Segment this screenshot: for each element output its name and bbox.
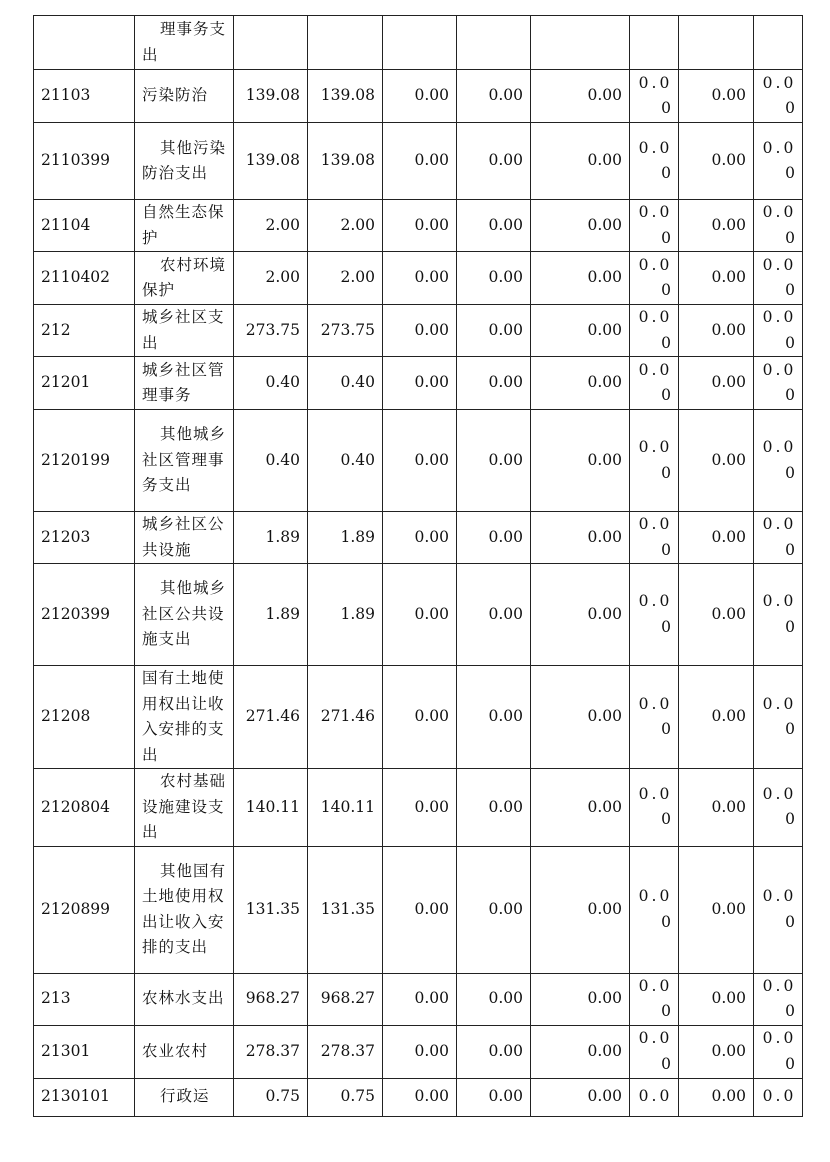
amount-cell: 0.00 (383, 769, 457, 847)
amount-cell: 0.00 (679, 410, 754, 512)
subject-name-cell: 城乡社区管理事务 (135, 357, 234, 410)
amount-cell: 0.00 (679, 305, 754, 357)
amount-cell: 2.00 (234, 252, 308, 305)
amount-cell: 1.89 (308, 512, 383, 564)
subject-code-cell: 2120899 (34, 846, 135, 973)
amount-cell: 0.00 (383, 410, 457, 512)
subject-name-cell: 农业农村 (135, 1025, 234, 1078)
amount-cell: 0.75 (234, 1078, 308, 1116)
table-row (34, 973, 803, 1025)
subject-name-cell: 农村基础设施建设支出 (135, 769, 234, 847)
amount-cell (383, 16, 457, 70)
amount-cell: 139.08 (234, 123, 308, 200)
amount-cell: 271.46 (234, 666, 308, 769)
amount-cell: 0.00 (531, 1078, 630, 1116)
amount-cell: 0.00 (383, 252, 457, 305)
amount-cell: 1.89 (234, 564, 308, 666)
amount-cell: 140.11 (308, 769, 383, 847)
subject-name-cell: 其他城乡社区公共设施支出 (135, 564, 234, 666)
amount-cell: 0.00 (531, 846, 630, 973)
narrow-amount-cell: 0.0 0 (630, 200, 679, 252)
amount-cell: 0.00 (383, 564, 457, 666)
table-row (34, 564, 803, 666)
narrow-amount-cell: 0.0 0 (754, 846, 803, 973)
amount-cell: 278.37 (308, 1025, 383, 1078)
subject-code-cell: 2130101 (34, 1078, 135, 1116)
narrow-amount-cell: 0.0 0 (630, 973, 679, 1025)
narrow-amount-cell: 0.0 0 (754, 564, 803, 666)
amount-cell: 0.00 (383, 1078, 457, 1116)
narrow-amount-cell (754, 16, 803, 70)
amount-cell: 131.35 (234, 846, 308, 973)
narrow-amount-cell: 0.0 0 (630, 357, 679, 410)
subject-name-cell: 其他城乡社区管理事务支出 (135, 410, 234, 512)
subject-code-cell: 21104 (34, 200, 135, 252)
table-row (34, 252, 803, 305)
subject-code-cell: 2120399 (34, 564, 135, 666)
amount-cell: 0.75 (308, 1078, 383, 1116)
table-row (34, 846, 803, 973)
narrow-amount-cell (630, 16, 679, 70)
narrow-amount-cell: 0.0 0 (754, 200, 803, 252)
subject-name-cell: 污染防治 (135, 70, 234, 123)
narrow-amount-cell: 0.0 0 (630, 305, 679, 357)
amount-cell: 0.00 (383, 846, 457, 973)
amount-cell: 0.00 (457, 564, 531, 666)
amount-cell: 2.00 (234, 200, 308, 252)
amount-cell: 1.89 (308, 564, 383, 666)
subject-code-cell: 2120804 (34, 769, 135, 847)
amount-cell: 139.08 (234, 70, 308, 123)
narrow-amount-cell: 0.0 0 (754, 410, 803, 512)
narrow-amount-cell: 0.0 0 (754, 123, 803, 200)
amount-cell: 0.00 (383, 200, 457, 252)
amount-cell: 0.00 (531, 357, 630, 410)
amount-cell: 0.00 (383, 973, 457, 1025)
amount-cell: 0.00 (679, 357, 754, 410)
amount-cell (234, 16, 308, 70)
subject-code-cell: 21208 (34, 666, 135, 769)
narrow-amount-cell: 0.0 0 (754, 70, 803, 123)
amount-cell: 0.00 (457, 1078, 531, 1116)
amount-cell: 0.40 (234, 357, 308, 410)
amount-cell: 0.00 (531, 666, 630, 769)
table-row (34, 666, 803, 769)
amount-cell: 0.00 (531, 973, 630, 1025)
amount-cell: 0.00 (531, 769, 630, 847)
table-row (34, 1078, 803, 1116)
subject-name-cell: 国有土地使用权出让收入安排的支出 (135, 666, 234, 769)
budget-table (33, 15, 803, 1117)
narrow-amount-cell: 0.0 0 (630, 846, 679, 973)
amount-cell: 0.00 (679, 1025, 754, 1078)
subject-code-cell: 2110402 (34, 252, 135, 305)
narrow-amount-cell: 0.0 0 (630, 123, 679, 200)
subject-code-cell: 21301 (34, 1025, 135, 1078)
amount-cell: 0.00 (679, 252, 754, 305)
amount-cell: 0.00 (457, 769, 531, 847)
amount-cell: 0.00 (531, 252, 630, 305)
subject-code-cell: 21203 (34, 512, 135, 564)
narrow-amount-cell: 0.0 0 (754, 305, 803, 357)
amount-cell: 0.00 (679, 564, 754, 666)
amount-cell: 0.00 (383, 305, 457, 357)
narrow-amount-cell: 0.0 0 (754, 973, 803, 1025)
amount-cell: 0.00 (383, 666, 457, 769)
subject-name-cell: 行政运 (135, 1078, 234, 1116)
amount-cell: 0.40 (308, 410, 383, 512)
amount-cell: 0.00 (679, 846, 754, 973)
amount-cell: 0.00 (679, 70, 754, 123)
narrow-amount-cell: 0.0 (754, 1078, 803, 1116)
amount-cell: 0.00 (383, 357, 457, 410)
subject-name-cell: 农林水支出 (135, 973, 234, 1025)
narrow-amount-cell: 0.0 0 (630, 1025, 679, 1078)
narrow-amount-cell: 0.0 0 (754, 357, 803, 410)
amount-cell: 0.00 (457, 1025, 531, 1078)
table-row (34, 410, 803, 512)
amount-cell: 273.75 (308, 305, 383, 357)
subject-name-cell: 城乡社区公共设施 (135, 512, 234, 564)
table-row (34, 305, 803, 357)
narrow-amount-cell: 0.0 0 (630, 769, 679, 847)
narrow-amount-cell: 0.0 (630, 1078, 679, 1116)
amount-cell: 139.08 (308, 70, 383, 123)
table-body (34, 16, 803, 1117)
amount-cell: 0.00 (679, 512, 754, 564)
amount-cell: 0.00 (457, 123, 531, 200)
table-row (34, 16, 803, 70)
subject-code-cell: 2110399 (34, 123, 135, 200)
narrow-amount-cell: 0.0 0 (630, 410, 679, 512)
table-row (34, 200, 803, 252)
subject-name-cell: 农村环境保护 (135, 252, 234, 305)
table-row (34, 1025, 803, 1078)
amount-cell: 0.40 (308, 357, 383, 410)
amount-cell: 0.00 (457, 70, 531, 123)
subject-code-cell (34, 16, 135, 70)
amount-cell: 0.40 (234, 410, 308, 512)
amount-cell: 2.00 (308, 252, 383, 305)
amount-cell: 0.00 (457, 252, 531, 305)
amount-cell: 2.00 (308, 200, 383, 252)
amount-cell: 1.89 (234, 512, 308, 564)
amount-cell: 0.00 (531, 123, 630, 200)
subject-code-cell: 21103 (34, 70, 135, 123)
amount-cell: 0.00 (679, 123, 754, 200)
amount-cell: 0.00 (383, 1025, 457, 1078)
amount-cell: 0.00 (531, 564, 630, 666)
amount-cell: 0.00 (457, 357, 531, 410)
amount-cell: 0.00 (457, 200, 531, 252)
amount-cell: 0.00 (531, 410, 630, 512)
amount-cell: 0.00 (457, 410, 531, 512)
table-row (34, 123, 803, 200)
table-row (34, 70, 803, 123)
amount-cell: 0.00 (457, 846, 531, 973)
amount-cell: 131.35 (308, 846, 383, 973)
narrow-amount-cell: 0.0 0 (754, 252, 803, 305)
amount-cell: 0.00 (531, 70, 630, 123)
table-row (34, 769, 803, 847)
subject-code-cell: 2120199 (34, 410, 135, 512)
amount-cell: 0.00 (531, 305, 630, 357)
amount-cell: 0.00 (457, 666, 531, 769)
amount-cell: 273.75 (234, 305, 308, 357)
amount-cell: 968.27 (234, 973, 308, 1025)
narrow-amount-cell: 0.0 0 (754, 1025, 803, 1078)
narrow-amount-cell: 0.0 0 (630, 70, 679, 123)
amount-cell: 0.00 (457, 305, 531, 357)
amount-cell (457, 16, 531, 70)
amount-cell: 0.00 (679, 973, 754, 1025)
table-row (34, 357, 803, 410)
subject-name-cell: 其他污染防治支出 (135, 123, 234, 200)
amount-cell: 0.00 (457, 973, 531, 1025)
amount-cell: 0.00 (531, 1025, 630, 1078)
amount-cell: 0.00 (383, 123, 457, 200)
amount-cell: 139.08 (308, 123, 383, 200)
amount-cell: 271.46 (308, 666, 383, 769)
amount-cell: 140.11 (234, 769, 308, 847)
narrow-amount-cell: 0.0 0 (754, 769, 803, 847)
narrow-amount-cell: 0.0 0 (630, 252, 679, 305)
amount-cell: 968.27 (308, 973, 383, 1025)
narrow-amount-cell: 0.0 0 (754, 512, 803, 564)
subject-name-cell: 城乡社区支出 (135, 305, 234, 357)
amount-cell (308, 16, 383, 70)
subject-code-cell: 212 (34, 305, 135, 357)
subject-name-cell: 理事务支出 (135, 16, 234, 70)
subject-name-cell: 自然生态保护 (135, 200, 234, 252)
amount-cell (531, 16, 630, 70)
amount-cell: 0.00 (679, 1078, 754, 1116)
amount-cell: 0.00 (383, 512, 457, 564)
narrow-amount-cell: 0.0 0 (754, 666, 803, 769)
amount-cell (679, 16, 754, 70)
amount-cell: 0.00 (679, 769, 754, 847)
amount-cell: 0.00 (679, 666, 754, 769)
subject-name-cell: 其他国有土地使用权出让收入安排的支出 (135, 846, 234, 973)
narrow-amount-cell: 0.0 0 (630, 564, 679, 666)
amount-cell: 0.00 (383, 70, 457, 123)
amount-cell: 0.00 (531, 512, 630, 564)
subject-code-cell: 21201 (34, 357, 135, 410)
narrow-amount-cell: 0.0 0 (630, 512, 679, 564)
amount-cell: 0.00 (679, 200, 754, 252)
amount-cell: 278.37 (234, 1025, 308, 1078)
narrow-amount-cell: 0.0 0 (630, 666, 679, 769)
amount-cell: 0.00 (531, 200, 630, 252)
amount-cell: 0.00 (457, 512, 531, 564)
subject-code-cell: 213 (34, 973, 135, 1025)
table-row (34, 512, 803, 564)
